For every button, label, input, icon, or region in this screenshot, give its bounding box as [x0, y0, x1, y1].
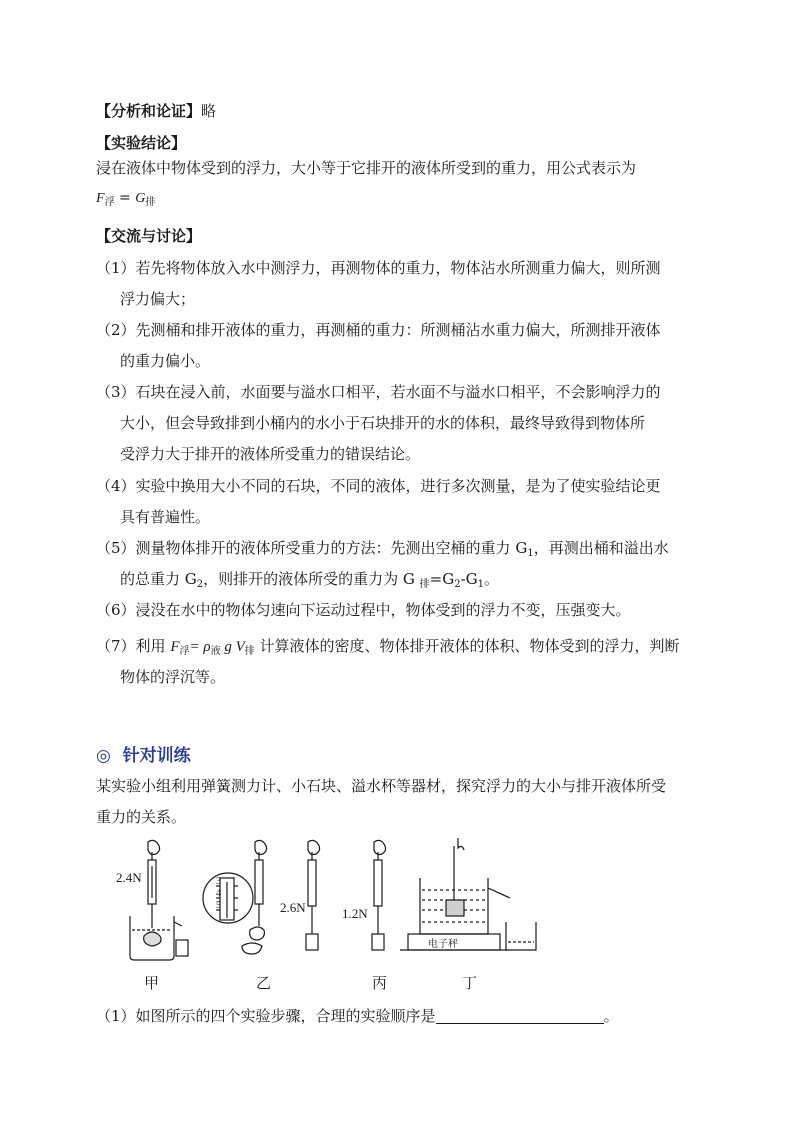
bullet-icon: ◎ — [96, 746, 111, 766]
formula-g-sub: 排 — [145, 197, 156, 208]
balance-label: 电子秤 — [428, 939, 458, 950]
discussion-item-2 — [96, 320, 661, 340]
item-number: （2） — [96, 321, 136, 339]
formula-eq: = — [114, 190, 136, 206]
figure-label-ding: 丁 — [462, 974, 478, 992]
formula-part: F — [170, 639, 180, 655]
question-end: 。 — [603, 1007, 619, 1025]
discussion-item-7 — [96, 636, 680, 662]
discussion-item-5 — [96, 538, 669, 564]
item-text: 利用 — [135, 637, 171, 655]
training-intro-line1: 某实验小组利用弹簧测力计、小石块、溢水杯等器材，探究浮力的大小与排开液体所受 — [96, 777, 667, 795]
item-number: （5） — [96, 539, 136, 557]
setup-ding — [400, 838, 536, 950]
item-text: 实验中换用大小不同的石块，不同的液体，进行多次测量，是为了使实验结论更 — [135, 477, 661, 495]
item-text: ，则排开的液体所受的重力为 G — [203, 570, 420, 588]
discussion-item-2-cont: 的重力偏小。 — [120, 352, 211, 370]
conclusion-text: 浸在液体中物体受到的浮力，大小等于它排开的液体所受到的重力，用公式表示为 — [96, 159, 637, 177]
setup-bing — [306, 840, 320, 950]
setup-jia — [130, 840, 188, 960]
answer-blank[interactable] — [436, 1007, 604, 1024]
discussion-item-5-cont — [120, 569, 499, 595]
question-number: （1） — [96, 1007, 136, 1025]
item-text: 。 — [484, 570, 500, 588]
question-text: 如图所示的四个实验步骤，合理的实验顺序是 — [135, 1007, 436, 1025]
discussion-item-1-cont: 浮力偏大； — [120, 290, 196, 308]
subscript: 1 — [477, 579, 485, 590]
subscript: 液 — [210, 646, 221, 657]
subscript: 浮 — [179, 646, 190, 657]
item-text: -G — [460, 570, 478, 588]
item-text: 浸没在水中的物体匀速向下运动过程中，物体受到的浮力不变，压强变大。 — [135, 601, 631, 619]
question-1 — [96, 1006, 619, 1026]
setup-yi — [203, 840, 267, 954]
reading-jia: 2.4N — [116, 870, 142, 885]
subscript: 1 — [527, 548, 534, 559]
discussion-item-4 — [96, 476, 661, 496]
item-text: 测量物体排开的液体所受重力的方法：先测出空桶的重力 G — [135, 539, 528, 557]
reading-yi: 2.6N — [280, 900, 306, 915]
figure-label-jia: 甲 — [144, 974, 160, 992]
item-text: 的总重力 G — [120, 570, 197, 588]
discussion-item-3-cont1: 大小，但会导致排到小桶内的水小于石块排开的水的体积，最终导致得到物体所 — [120, 414, 646, 432]
formula-f: F — [96, 191, 105, 206]
scale-tick-5: 5 — [216, 900, 221, 911]
discussion-item-3-cont2: 受浮力大于排开的液体所受重力的错误结论。 — [120, 445, 421, 463]
discussion-item-6 — [96, 600, 631, 620]
conclusion-formula — [96, 188, 155, 213]
item-text: 石块在浸入前，水面要与溢水口相平，若水面不与溢水口相平，不会影响浮力的 — [135, 383, 661, 401]
subscript: 2 — [454, 579, 461, 590]
figure-label-bing: 丙 — [372, 974, 388, 992]
subscript: 2 — [196, 579, 204, 590]
item-number: （3） — [96, 383, 136, 401]
formula-part: = ρ — [189, 639, 211, 655]
discussion-item-1 — [96, 258, 661, 278]
discussion-item-3 — [96, 382, 661, 402]
item-text: 先测桶和排开液体的重力，再测桶的重力：所测桶沾水重力偏大，所测排开液体 — [135, 321, 661, 339]
scale-tick-3: 3 — [216, 876, 221, 887]
setup-bing-2 — [372, 840, 386, 950]
scale-tick-4: 4 — [216, 888, 221, 899]
analysis-heading: 【分析和论证】 — [96, 102, 202, 120]
section-title — [96, 741, 191, 766]
item-number: （1） — [96, 259, 136, 277]
figure-label-yi: 乙 — [256, 974, 272, 992]
section-title-text: 针对训练 — [122, 746, 191, 766]
discussion-heading: 【交流与讨论】 — [96, 227, 202, 245]
discussion-item-7-cont: 物体的浮沉等。 — [120, 668, 226, 686]
subscript: 排 — [244, 646, 255, 657]
formula-part: g V — [220, 639, 245, 655]
discussion-item-4-cont: 具有普遍性。 — [120, 508, 211, 526]
conclusion-heading: 【实验结论】 — [96, 134, 187, 152]
item-text: ，再测出桶和溢出水 — [533, 539, 669, 557]
item-number: （6） — [96, 601, 136, 619]
item-text: =G — [429, 570, 455, 588]
item-number: （7） — [96, 637, 136, 655]
formula-g: G — [135, 191, 146, 206]
item-number: （4） — [96, 477, 136, 495]
experiment-figure — [110, 838, 540, 998]
analysis-text: 略 — [201, 102, 217, 120]
experiment-illustration — [110, 838, 540, 973]
item-text: 若先将物体放入水中测浮力，再测物体的重力，物体沾水所测重力偏大，则所测 — [135, 259, 661, 277]
analysis-line — [96, 101, 216, 121]
training-intro-line2: 重力的关系。 — [96, 808, 187, 826]
reading-bing: 1.2N — [342, 906, 368, 921]
formula-f-sub: 浮 — [104, 197, 115, 208]
subscript: 排 — [419, 579, 430, 590]
item-text: 计算液体的密度、物体排开液体的体积、物体受到的浮力，判断 — [254, 637, 680, 655]
